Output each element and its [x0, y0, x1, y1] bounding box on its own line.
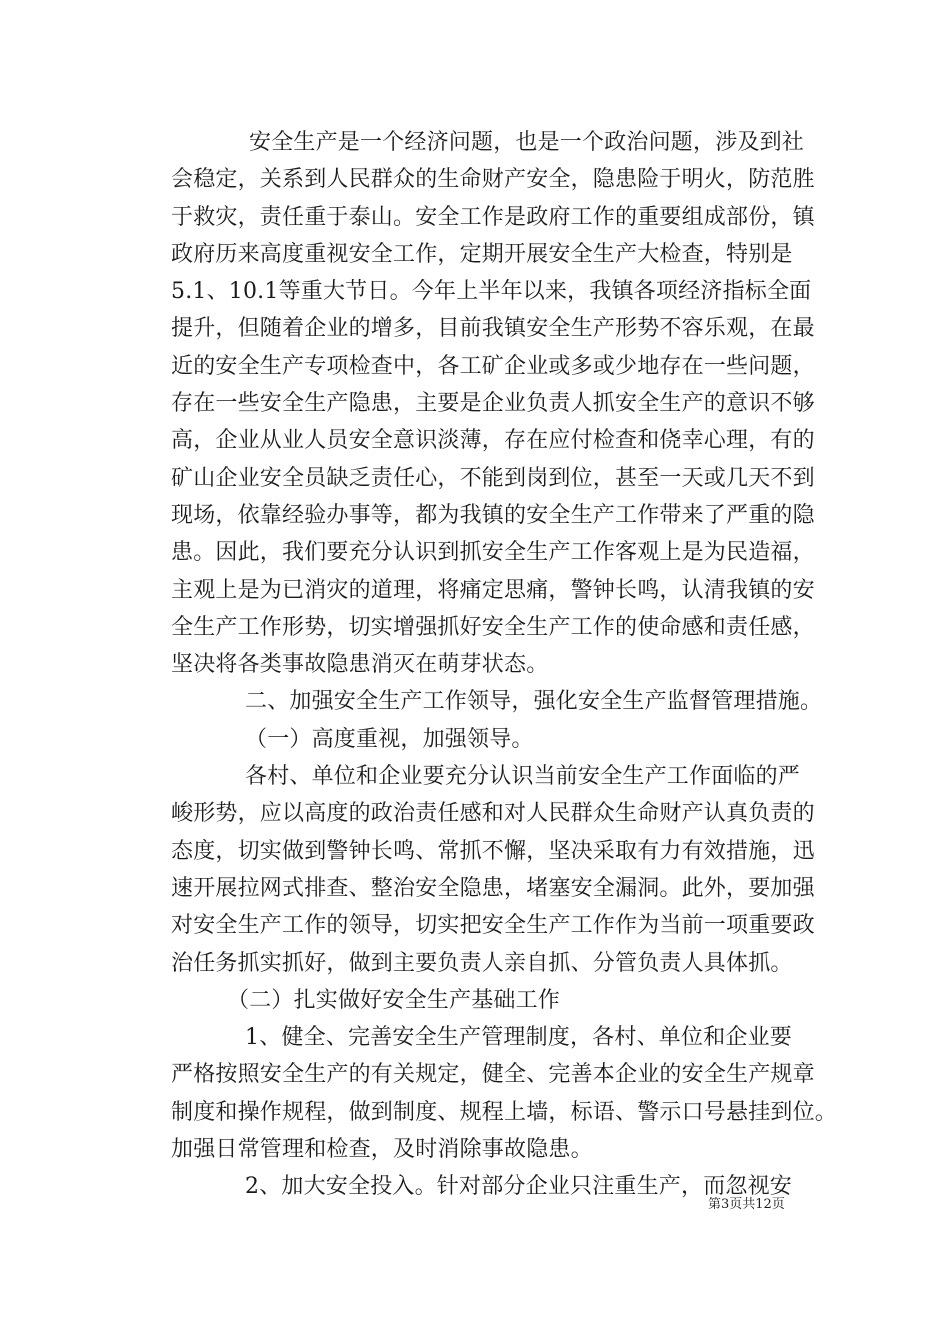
- text-line: 安全生产是一个经济问题，也是一个政治问题，涉及到社: [249, 130, 805, 155]
- text-line: 1、健全、完善安全生产管理制度，各村、单位和企业要: [245, 1025, 792, 1051]
- text-line: 二、加强安全生产工作领导，强化安全生产监督管理措施。: [245, 689, 823, 715]
- text-line: 政府历来高度重视安全工作，定期开展安全生产大检查，特别是: [171, 241, 793, 267]
- text-line: 近的安全生产专项检查中，各工矿企业或多或少地存在一些问题，: [171, 353, 815, 379]
- document-body: [171, 124, 838, 1206]
- text-line: 现场，依靠经验办事等，都为我镇的安全生产工作带来了严重的隐: [171, 502, 815, 528]
- text-line: 态度，切实做到警钟长鸣、常抓不懈，坚决采取有力有效措施，迅: [171, 838, 815, 864]
- text-line: 全生产工作形势，切实增强抓好安全生产工作的使命感和责任感，: [171, 614, 815, 640]
- text-line: 提升，但随着企业的增多，目前我镇安全生产形势不容乐观，在最: [171, 316, 815, 342]
- text-line: （一）高度重视，加强领导。: [245, 726, 534, 752]
- text-line: 患。因此，我们要充分认识到抓安全生产工作客观上是为民造福，: [171, 540, 815, 566]
- text-line: 各村、单位和企业要充分认识当前安全生产工作面临的严: [245, 764, 801, 790]
- text-line: 存在一些安全生产隐患，主要是企业负责人抓安全生产的意识不够: [171, 391, 815, 417]
- text-line: 峻形势，应以高度的政治责任感和对人民群众生命财产认真负责的: [171, 801, 815, 827]
- text-line: 矿山企业安全员缺乏责任心，不能到岗到位，甚至一天或几天不到: [171, 465, 815, 491]
- text-line: 于救灾，责任重于泰山。安全工作是政府工作的重要组成部份，镇: [171, 204, 815, 230]
- text-line: 2、加大安全投入。针对部分企业只注重生产，而忽视安: [245, 1174, 792, 1200]
- text-line: 坚决将各类事故隐患消灭在萌芽状态。: [171, 652, 549, 678]
- page-number: 第3页共12页: [708, 1197, 785, 1212]
- text-line: 严格按照安全生产的有关规定，健全、完善本企业的安全生产规章: [171, 1062, 815, 1088]
- text-line: 速开展拉网式排查、整治安全隐患，堵塞安全漏洞。此外，要加强: [171, 875, 815, 901]
- text-line: （二）扎实做好安全生产基础工作: [227, 987, 561, 1013]
- text-line: 加强日常管理和检查，及时消除事故隐患。: [171, 1137, 593, 1163]
- text-line: 高，企业从业人员安全意识淡薄，存在应付检查和侥幸心理，有的: [171, 428, 815, 454]
- text-line: 对安全生产工作的领导，切实把安全生产工作作为当前一项重要政: [171, 913, 815, 939]
- text-line: 治任务抓实抓好，做到主要负责人亲自抓、分管负责人具体抓。: [171, 950, 793, 976]
- text-line: 主观上是为已消灾的道理，将痛定思痛，警钟长鸣，认清我镇的安: [171, 577, 815, 603]
- text-line: 5.1、10.1等重大节日。今年上半年以来，我镇各项经济指标全面: [171, 279, 812, 305]
- text-line: 会稳定，关系到人民群众的生命财产安全，隐患险于明火，防范胜: [171, 167, 815, 193]
- text-line: 制度和操作规程，做到制度、规程上墙，标语、警示口号悬挂到位。: [171, 1099, 838, 1125]
